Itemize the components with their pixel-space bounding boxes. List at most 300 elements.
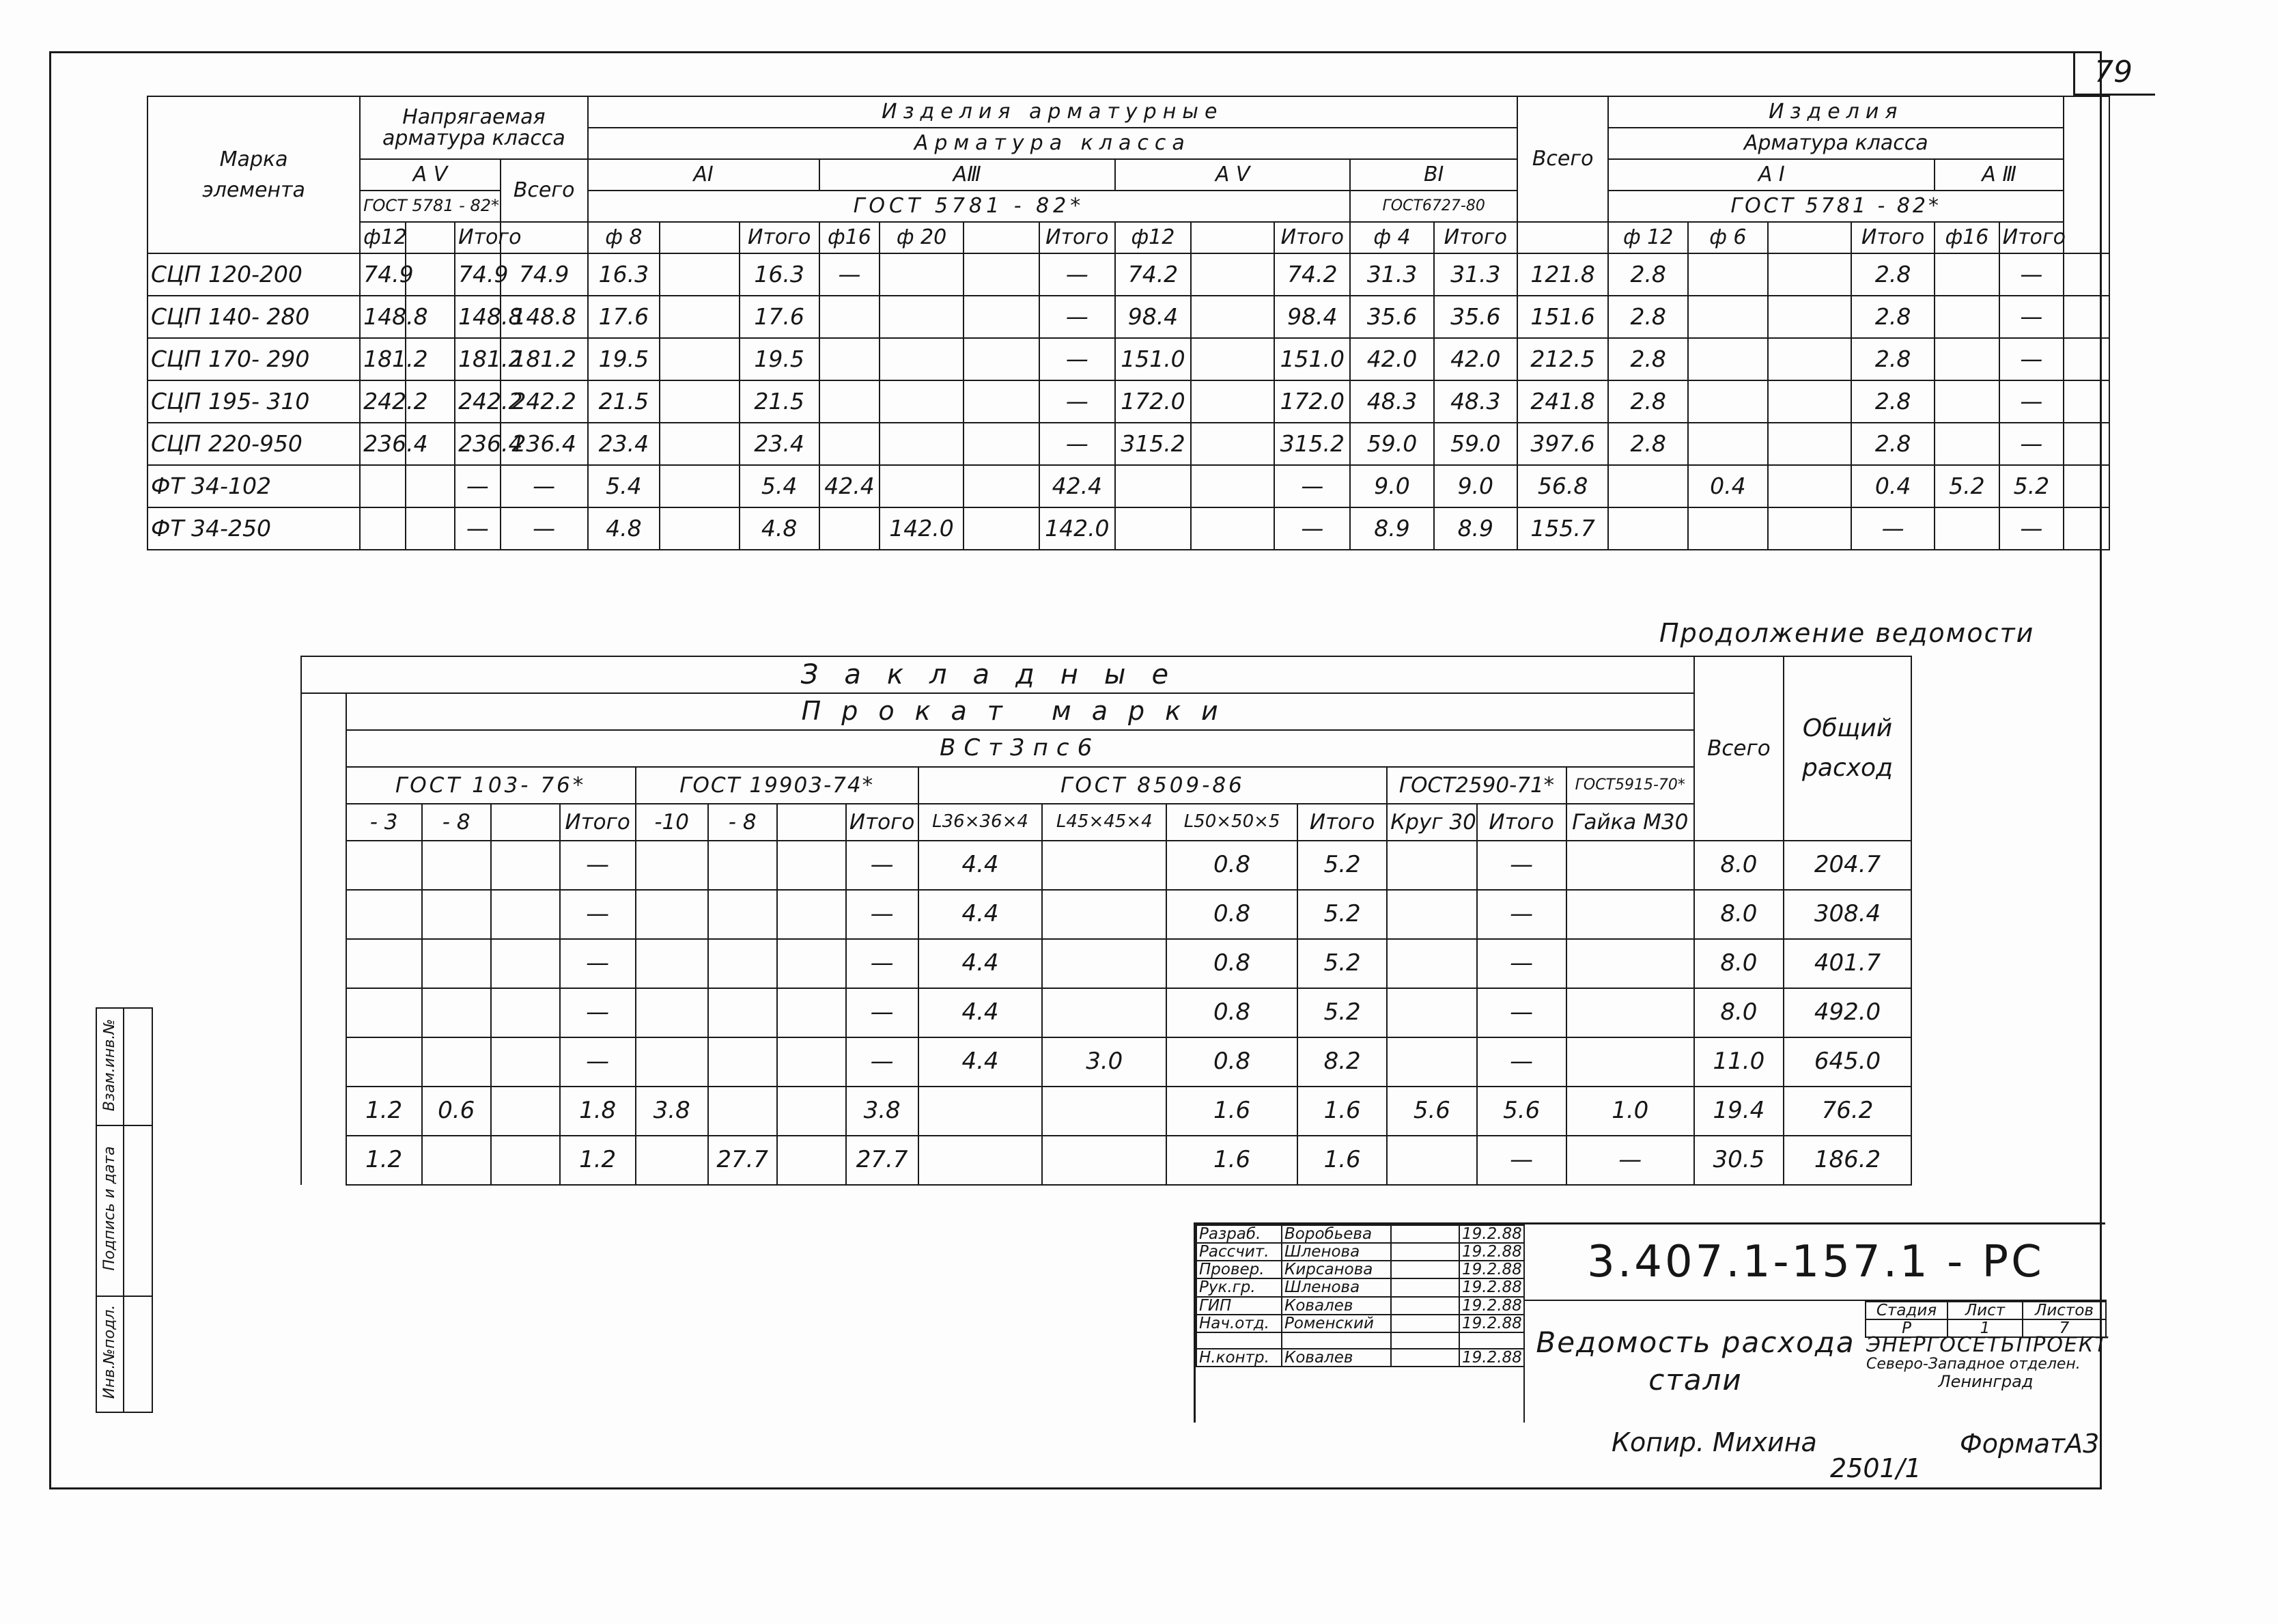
value-cell xyxy=(491,1136,560,1185)
value-cell: — xyxy=(1477,988,1566,1037)
value-cell xyxy=(1191,253,1274,296)
value-cell xyxy=(422,890,491,939)
table-row xyxy=(147,338,2109,380)
diam-cell: Итого xyxy=(1851,222,1935,253)
grand-total-header: Общий расход xyxy=(1784,656,1911,841)
value-cell xyxy=(708,939,777,988)
value-cell: 8.9 xyxy=(1350,507,1433,550)
value-cell: 23.4 xyxy=(740,423,819,465)
signature-name: Шленова xyxy=(1282,1243,1391,1261)
diam-cell xyxy=(406,222,455,253)
value-cell: — xyxy=(1477,939,1566,988)
row-gap xyxy=(301,1037,346,1087)
value-cell: 23.4 xyxy=(588,423,660,465)
value-cell xyxy=(1191,296,1274,338)
diam-cell xyxy=(1517,222,1608,253)
class-b1-header: ВⅠ xyxy=(1350,159,1517,191)
value-cell: — xyxy=(1274,507,1350,550)
value-cell: 172.0 xyxy=(1115,380,1191,423)
value-cell xyxy=(1387,939,1476,988)
value-cell xyxy=(777,1087,846,1136)
value-cell: 242.2 xyxy=(360,380,406,423)
side-stamp-replace-label: Взам.инв.№ xyxy=(101,1018,118,1112)
row-gap xyxy=(301,1087,346,1136)
value-cell: 186.2 xyxy=(1784,1136,1911,1185)
value-cell xyxy=(1042,988,1166,1037)
signature-sign xyxy=(1391,1278,1459,1296)
sub-cell: - 8 xyxy=(422,804,491,841)
sub-cell: Итого xyxy=(1297,804,1387,841)
value-cell: 2.8 xyxy=(1608,296,1688,338)
table-row xyxy=(147,253,2109,296)
value-cell xyxy=(1566,1037,1694,1087)
value-cell: 2.8 xyxy=(1608,423,1688,465)
value-cell: 1.8 xyxy=(560,1087,636,1136)
value-cell xyxy=(880,380,963,423)
value-cell xyxy=(636,939,708,988)
value-cell: 27.7 xyxy=(846,1136,918,1185)
value-cell xyxy=(346,1037,422,1087)
sub-cell: Итого xyxy=(846,804,918,841)
diam-cell xyxy=(1191,222,1274,253)
value-cell xyxy=(964,380,1039,423)
value-cell: 98.4 xyxy=(1115,296,1191,338)
value-cell xyxy=(1387,841,1476,890)
items-gost: ГОСТ 5781 - 82* xyxy=(1608,191,2064,222)
value-cell xyxy=(777,841,846,890)
signature-name: Шленова xyxy=(1282,1278,1391,1296)
embedded-title: Закладные xyxy=(301,656,1694,693)
sub-cell: - 3 xyxy=(346,804,422,841)
value-cell: 19.5 xyxy=(740,338,819,380)
value-cell: 16.3 xyxy=(588,253,660,296)
table-row xyxy=(147,465,2109,507)
value-cell xyxy=(1566,841,1694,890)
value-cell xyxy=(1768,423,1851,465)
value-cell: — xyxy=(560,1037,636,1087)
value-cell xyxy=(660,465,740,507)
value-cell: 19.4 xyxy=(1694,1087,1784,1136)
value-cell: 59.0 xyxy=(1350,423,1433,465)
value-cell xyxy=(1566,890,1694,939)
diam-cell: Итого xyxy=(455,222,501,253)
value-cell: — xyxy=(560,939,636,988)
signature-role: Рук.гр. xyxy=(1196,1278,1282,1296)
value-cell: 401.7 xyxy=(1784,939,1911,988)
value-cell xyxy=(1768,507,1851,550)
value-cell: 42.4 xyxy=(1039,465,1115,507)
value-cell: 236.4 xyxy=(501,423,588,465)
value-cell: — xyxy=(846,890,918,939)
value-cell: — xyxy=(1477,1037,1566,1087)
sub-cell: Гайка М30 xyxy=(1566,804,1694,841)
value-cell: 5.2 xyxy=(1297,988,1387,1037)
value-cell: 2.8 xyxy=(1851,253,1935,296)
value-cell: — xyxy=(1999,253,2064,296)
value-cell: 74.9 xyxy=(455,253,501,296)
value-cell: — xyxy=(1039,253,1115,296)
value-cell: 0.6 xyxy=(422,1087,491,1136)
value-cell: 0.4 xyxy=(1688,465,1768,507)
value-cell xyxy=(1191,465,1274,507)
value-cell xyxy=(819,423,880,465)
value-cell: 3.8 xyxy=(846,1087,918,1136)
signature-date: 19.2.88 xyxy=(1459,1243,1524,1261)
value-cell: 1.0 xyxy=(1566,1087,1694,1136)
value-cell: 9.0 xyxy=(1350,465,1433,507)
prestressed-total-header: Всего xyxy=(501,159,588,222)
signature-sign xyxy=(1391,1349,1459,1367)
value-cell xyxy=(708,1037,777,1087)
value-cell xyxy=(880,296,963,338)
value-cell xyxy=(1935,423,1999,465)
value-cell xyxy=(660,507,740,550)
value-cell: 5.4 xyxy=(588,465,660,507)
value-cell: 2.8 xyxy=(1608,338,1688,380)
signature-row xyxy=(1196,1315,1524,1332)
signature-sign xyxy=(1391,1243,1459,1261)
value-cell xyxy=(360,507,406,550)
value-cell: — xyxy=(1566,1136,1694,1185)
value-cell xyxy=(1387,1136,1476,1185)
spare-col xyxy=(2064,96,2109,253)
value-cell: 2.8 xyxy=(1608,253,1688,296)
value-cell: — xyxy=(1999,296,2064,338)
row-gap xyxy=(301,939,346,988)
table-row xyxy=(301,1037,1911,1087)
value-cell xyxy=(1935,296,1999,338)
value-cell: 212.5 xyxy=(1517,338,1608,380)
value-cell: 5.2 xyxy=(1999,465,2064,507)
value-cell: 148.8 xyxy=(501,296,588,338)
value-cell: 0.8 xyxy=(1166,939,1297,988)
diam-cell: ф12 xyxy=(1115,222,1191,253)
value-cell: 8.9 xyxy=(1434,507,1517,550)
value-cell xyxy=(777,1037,846,1087)
value-cell: 27.7 xyxy=(708,1136,777,1185)
sub-cell: Итого xyxy=(1477,804,1566,841)
value-cell: 181.2 xyxy=(501,338,588,380)
value-cell: 1.6 xyxy=(1297,1087,1387,1136)
table-row xyxy=(301,890,1911,939)
value-cell: — xyxy=(560,890,636,939)
signature-row xyxy=(1196,1261,1524,1278)
value-cell xyxy=(1608,507,1688,550)
value-cell: 142.0 xyxy=(1039,507,1115,550)
sheet-value: 1 xyxy=(1947,1319,2023,1337)
sub-cell: Круг 30 xyxy=(1387,804,1476,841)
gost-b1: ГОСТ6727-80 xyxy=(1350,191,1517,222)
diam-cell: Итого xyxy=(1434,222,1517,253)
value-cell: 17.6 xyxy=(588,296,660,338)
diam-cell xyxy=(964,222,1039,253)
value-cell: 30.5 xyxy=(1694,1136,1784,1185)
signature-role xyxy=(1196,1332,1282,1349)
sheet-number: 79 xyxy=(2094,55,2133,89)
value-cell xyxy=(1935,253,1999,296)
value-cell xyxy=(964,338,1039,380)
signature-role: Провер. xyxy=(1196,1261,1282,1278)
value-cell: 2.8 xyxy=(1851,380,1935,423)
value-cell xyxy=(1935,338,1999,380)
value-cell: 5.6 xyxy=(1477,1087,1566,1136)
value-cell xyxy=(406,465,455,507)
value-cell xyxy=(819,507,880,550)
element-mark: СЦП 220-950 xyxy=(147,423,360,465)
value-cell: 151.0 xyxy=(1115,338,1191,380)
signature-role: ГИП xyxy=(1196,1297,1282,1315)
value-cell xyxy=(1566,939,1694,988)
organization xyxy=(1866,1333,2109,1392)
spare-cell xyxy=(2064,253,2109,296)
value-cell: 74.9 xyxy=(360,253,406,296)
diam-cell: ф 6 xyxy=(1688,222,1768,253)
value-cell xyxy=(880,465,963,507)
value-cell xyxy=(1768,253,1851,296)
value-cell xyxy=(491,841,560,890)
value-cell: 121.8 xyxy=(1517,253,1608,296)
diam-cell: ф12 xyxy=(360,222,406,253)
value-cell xyxy=(1688,253,1768,296)
steel-schedule-table xyxy=(147,96,2110,550)
gost-2590: ГОСТ2590-71* xyxy=(1387,767,1566,804)
value-cell: — xyxy=(1999,380,2064,423)
diam-cell: Итого xyxy=(1039,222,1115,253)
gost-103: ГОСТ 103- 76* xyxy=(346,767,636,804)
row-gap xyxy=(301,988,346,1037)
value-cell: 148.8 xyxy=(360,296,406,338)
continuation-label: Продолжение ведомости xyxy=(1659,618,2035,648)
value-cell xyxy=(422,841,491,890)
element-mark: СЦП 140- 280 xyxy=(147,296,360,338)
value-cell xyxy=(636,1037,708,1087)
sheet-label: Лист xyxy=(1947,1302,2023,1319)
value-cell xyxy=(1935,507,1999,550)
class-a5-header: А Ⅴ xyxy=(1115,159,1350,191)
table-row xyxy=(301,841,1911,890)
signature-row xyxy=(1196,1225,1524,1243)
value-cell: — xyxy=(819,253,880,296)
value-cell: 308.4 xyxy=(1784,890,1911,939)
value-cell: 0.8 xyxy=(1166,890,1297,939)
value-cell: 17.6 xyxy=(740,296,819,338)
value-cell: 2.8 xyxy=(1851,338,1935,380)
value-cell xyxy=(491,988,560,1037)
value-cell xyxy=(660,296,740,338)
gost-5915: ГОСТ5915-70* xyxy=(1566,767,1694,804)
value-cell xyxy=(660,380,740,423)
armature-class-header: Арматура класса xyxy=(588,128,1517,159)
value-cell: 242.2 xyxy=(455,380,501,423)
value-cell xyxy=(636,988,708,1037)
table-row xyxy=(301,1087,1911,1136)
diam-cell: Итого xyxy=(1999,222,2064,253)
value-cell: — xyxy=(1477,1136,1566,1185)
value-cell: 2.8 xyxy=(1608,380,1688,423)
value-cell xyxy=(1042,1087,1166,1136)
value-cell: 172.0 xyxy=(1274,380,1350,423)
value-cell: 5.2 xyxy=(1935,465,1999,507)
value-cell: 242.2 xyxy=(501,380,588,423)
signature-sign xyxy=(1391,1315,1459,1332)
value-cell: 31.3 xyxy=(1434,253,1517,296)
signature-row xyxy=(1196,1349,1524,1367)
value-cell xyxy=(1115,507,1191,550)
value-cell: 19.5 xyxy=(588,338,660,380)
value-cell: 74.2 xyxy=(1115,253,1191,296)
value-cell xyxy=(1688,423,1768,465)
value-cell: 155.7 xyxy=(1517,507,1608,550)
value-cell: — xyxy=(846,1037,918,1087)
value-cell xyxy=(1387,1037,1476,1087)
signature-name: Роменский xyxy=(1282,1315,1391,1332)
value-cell: — xyxy=(1039,423,1115,465)
value-cell: 1.6 xyxy=(1166,1087,1297,1136)
value-cell: — xyxy=(846,939,918,988)
element-mark: ФТ 34-102 xyxy=(147,465,360,507)
org-line: Ленинград xyxy=(1938,1372,2034,1392)
value-cell xyxy=(422,988,491,1037)
value-cell: 1.6 xyxy=(1166,1136,1297,1185)
value-cell: 4.8 xyxy=(740,507,819,550)
value-cell xyxy=(819,380,880,423)
value-cell xyxy=(360,465,406,507)
document-name-line: стали xyxy=(1648,1363,1743,1397)
side-stamp-inv-label: Инв.№подл. xyxy=(101,1304,118,1399)
side-stamp-col xyxy=(124,1009,150,1412)
signature-name: Ковалев xyxy=(1282,1297,1391,1315)
value-cell: 42.4 xyxy=(819,465,880,507)
value-cell: 151.0 xyxy=(1274,338,1350,380)
sub-cell xyxy=(777,804,846,841)
value-cell xyxy=(708,988,777,1037)
diam-cell xyxy=(660,222,740,253)
signature-sign xyxy=(1391,1332,1459,1349)
value-cell: — xyxy=(1851,507,1935,550)
value-cell xyxy=(918,1136,1043,1185)
value-cell xyxy=(1688,380,1768,423)
value-cell: 148.8 xyxy=(455,296,501,338)
element-mark: СЦП 170- 290 xyxy=(147,338,360,380)
value-cell xyxy=(422,1136,491,1185)
embedded-total-header: Всего xyxy=(1694,656,1784,841)
value-cell: 0.4 xyxy=(1851,465,1935,507)
value-cell xyxy=(1191,380,1274,423)
value-cell xyxy=(1387,890,1476,939)
signature-date: 19.2.88 xyxy=(1459,1297,1524,1315)
value-cell: 151.6 xyxy=(1517,296,1608,338)
value-cell: 0.8 xyxy=(1166,1037,1297,1087)
class-a5-prestressed: А Ⅴ xyxy=(360,159,501,191)
value-cell: — xyxy=(501,507,588,550)
signature-role: Рассчит. xyxy=(1196,1243,1282,1261)
table-row xyxy=(147,380,2109,423)
value-cell xyxy=(422,1037,491,1087)
value-cell xyxy=(491,1087,560,1136)
value-cell xyxy=(491,1037,560,1087)
table-row xyxy=(147,507,2109,550)
value-cell xyxy=(406,507,455,550)
signature-table xyxy=(1196,1224,1525,1367)
table-row xyxy=(147,296,2109,338)
value-cell: — xyxy=(1477,841,1566,890)
value-cell xyxy=(1387,988,1476,1037)
value-cell: 0.8 xyxy=(1166,988,1297,1037)
signature-name: Кирсанова xyxy=(1282,1261,1391,1278)
value-cell: 4.8 xyxy=(588,507,660,550)
value-cell: 4.4 xyxy=(918,988,1043,1037)
signature-row xyxy=(1196,1297,1524,1315)
value-cell xyxy=(636,841,708,890)
value-cell: 56.8 xyxy=(1517,465,1608,507)
sub-cell: - 8 xyxy=(708,804,777,841)
class-a3-header: АⅢ xyxy=(819,159,1115,191)
side-stamp xyxy=(96,1007,153,1413)
value-cell: 76.2 xyxy=(1784,1087,1911,1136)
value-cell xyxy=(819,296,880,338)
prestressed-header: Напрягаемая арматура класса xyxy=(360,96,587,159)
value-cell xyxy=(1566,988,1694,1037)
value-cell: 142.0 xyxy=(880,507,963,550)
value-cell: 48.3 xyxy=(1350,380,1433,423)
value-cell: — xyxy=(1477,890,1566,939)
gost-19903: ГОСТ 19903-74* xyxy=(636,767,918,804)
value-cell xyxy=(1688,338,1768,380)
table-row xyxy=(147,423,2109,465)
value-cell: 1.2 xyxy=(346,1136,422,1185)
value-cell: 5.2 xyxy=(1297,841,1387,890)
items-a3-header: А Ⅲ xyxy=(1935,159,2064,191)
sheets-label: Листов xyxy=(2023,1302,2106,1319)
sub-cell: -10 xyxy=(636,804,708,841)
value-cell: 2.8 xyxy=(1851,296,1935,338)
signature-sign xyxy=(1391,1261,1459,1278)
embedded-parts-table xyxy=(300,656,1912,1186)
armature-items-header: Изделия арматурные xyxy=(588,96,1517,128)
value-cell xyxy=(777,939,846,988)
spare-cell xyxy=(2064,380,2109,423)
value-cell: 42.0 xyxy=(1434,338,1517,380)
signature-name: Воробьева xyxy=(1282,1225,1391,1243)
value-cell xyxy=(660,423,740,465)
value-cell xyxy=(1042,890,1166,939)
value-cell: — xyxy=(1999,423,2064,465)
value-cell: 8.0 xyxy=(1694,841,1784,890)
signature-sign xyxy=(1391,1297,1459,1315)
signature-date: 19.2.88 xyxy=(1459,1278,1524,1296)
value-cell xyxy=(777,1136,846,1185)
value-cell: 5.2 xyxy=(1297,890,1387,939)
prestressed-gost: ГОСТ 5781 - 82* xyxy=(360,191,501,222)
value-cell xyxy=(346,890,422,939)
value-cell: 11.0 xyxy=(1694,1037,1784,1087)
value-cell: — xyxy=(846,988,918,1037)
items-class-header: Арматура класса xyxy=(1608,128,2064,159)
paper-format: ФорматА3 xyxy=(1960,1429,2100,1459)
sheets-value: 7 xyxy=(2023,1319,2106,1337)
value-cell xyxy=(918,1087,1043,1136)
value-cell xyxy=(636,1136,708,1185)
sub-cell xyxy=(491,804,560,841)
value-cell: 4.4 xyxy=(918,841,1043,890)
diam-cell: ф16 xyxy=(1935,222,1999,253)
value-cell xyxy=(1768,380,1851,423)
value-cell xyxy=(1768,296,1851,338)
value-cell xyxy=(880,338,963,380)
value-cell: 74.2 xyxy=(1274,253,1350,296)
signature-role: Разраб. xyxy=(1196,1225,1282,1243)
stage-value: Р xyxy=(1866,1319,1947,1337)
